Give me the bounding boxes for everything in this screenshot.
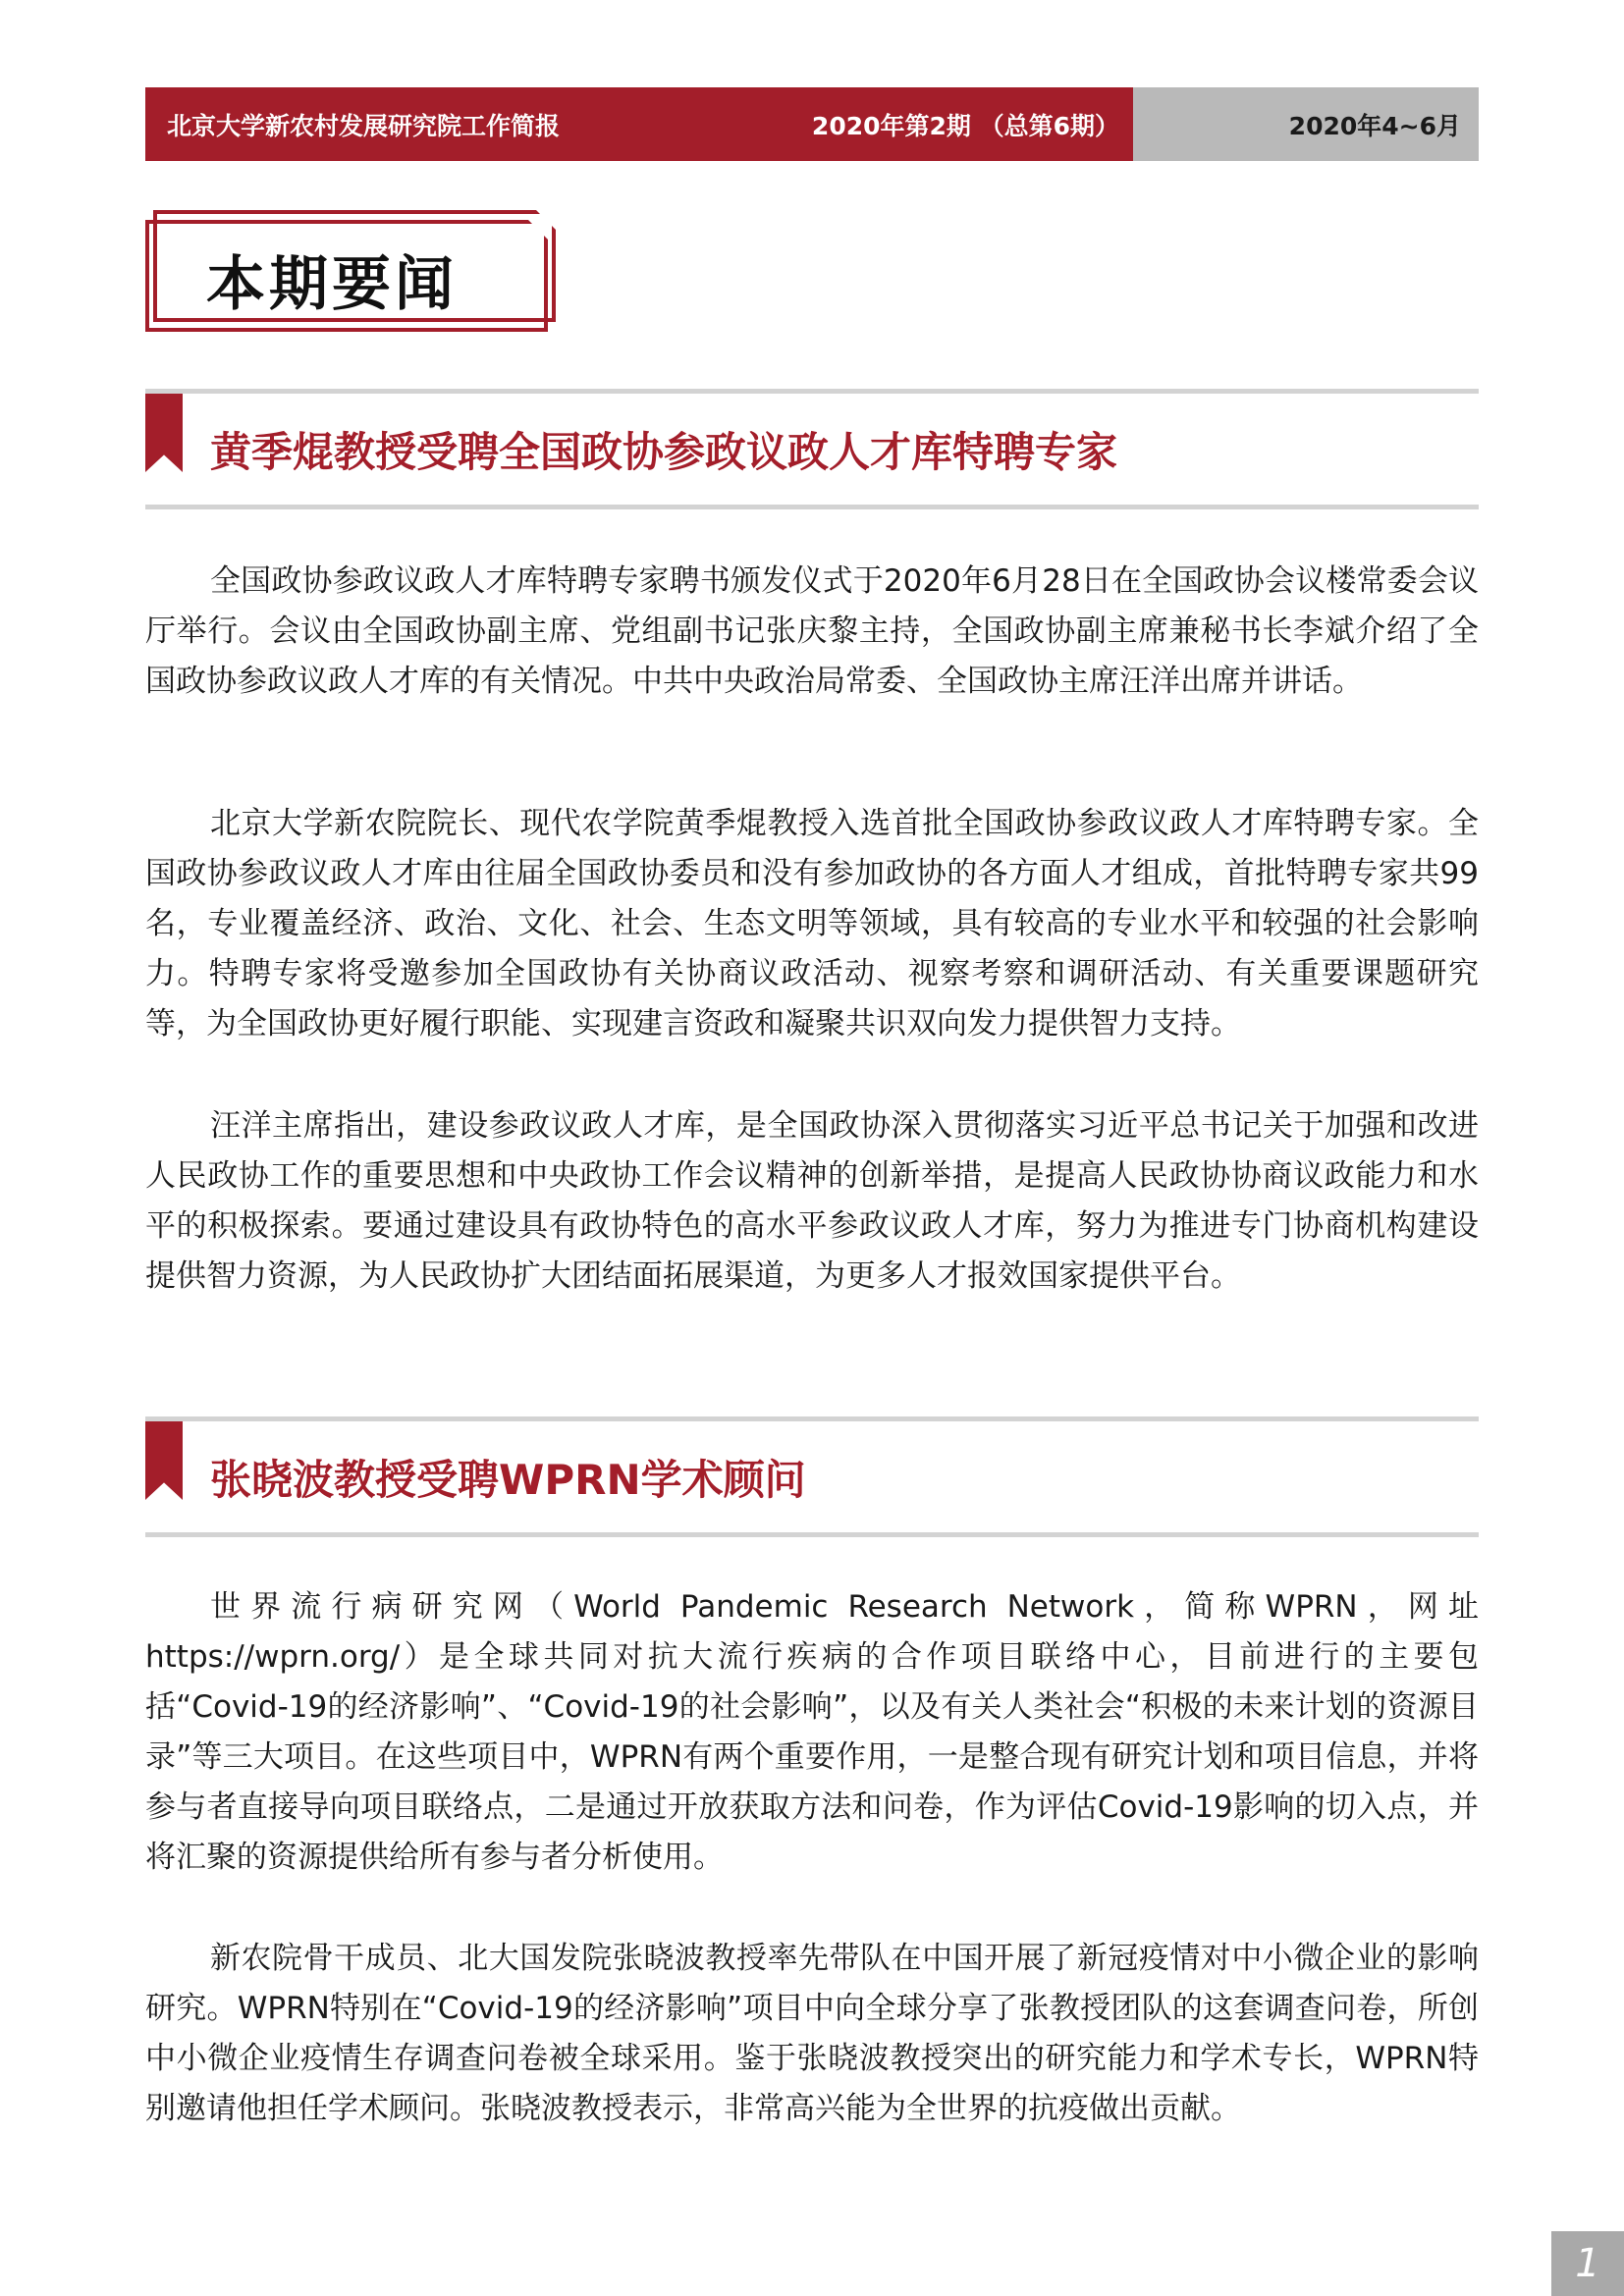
heading-rule-bottom <box>145 505 1479 509</box>
article-paragraph: 全国政协参政议政人才库特聘专家聘书颁发仪式于2020年6月28日在全国政协会议楼常委会议厅举行。会议由全国政协副主席、党组副书记张庆黎主持，全国政协副主席兼秘书长李斌介绍了全国政协参政议政人才库的有关情况。中共中央政治局常委、全国政协主席汪洋出席并讲话。 <box>145 563 1479 699</box>
article-paragraph: 世界流行病研究网（World Pandemic Research Network，简称WPRN，网址https://wprn.org/）是全球共同对抗大流行疾病的合作项目联络中心，目前进行的主要包括“Covid-19的经济影响”、“Covid-19的社会影响”，以及有关人类社会“积极的未来计划的资源目录”等三大项目。在这些项目中，WPRN有两个重要作用，一是整合现有研究计划和项目信息，并将参与者直接导向项目联络点，二是通过开放获取方法和问卷，作为评估Covid-19影响的切入点，并将汇聚的资源提供给所有参与者分析使用。 <box>145 1589 1479 1875</box>
article-title: 黄季焜教授受聘全国政协参政议政人才库特聘专家 <box>210 428 1118 476</box>
header-primary-band <box>145 87 1133 161</box>
article-paragraph: 北京大学新农院院长、现代农学院黄季焜教授入选首批全国政协参政议政人才库特聘专家。全国政协参政议政人才库由往届全国政协委员和没有参加政协的各方面人才组成，首批特聘专家共99名，专业覆盖经济、政治、文化、社会、生态文明等领域，具有较高的专业水平和较强的社会影响力。特聘专家将受邀参加全国政协有关协商议政活动、视察考察和调研活动、有关重要课题研究等，为全国政协更好履行职能、实现建言资政和凝聚共识双向发力提供智力支持。 <box>145 806 1479 1041</box>
article-heading <box>145 1416 1479 1539</box>
issue-label: 2020年第2期 （总第6期） <box>811 111 1119 140</box>
page-header <box>145 87 1479 161</box>
heading-rule-bottom <box>145 1532 1479 1537</box>
article-paragraph: 汪洋主席指出，建设参政议政人才库，是全国政协深入贯彻落实习近平总书记关于加强和改进人民政协工作的重要思想和中央政协工作会议精神的创新举措，是提高人民政协协商议政能力和水平的积极探索。要通过建设具有政协特色的高水平参政议政人才库，努力为推进专门协商机构建设提供智力资源，为人民政协扩大团结面拓展渠道，为更多人才报效国家提供平台。 <box>145 1108 1479 1294</box>
period-label: 2020年4~6月 <box>1288 111 1461 140</box>
article-title: 张晓波教授受聘WPRN学术顾问 <box>210 1456 806 1504</box>
section-title: 本期要闻 <box>206 250 458 319</box>
publication-title: 北京大学新农村发展研究院工作简报 <box>167 111 561 140</box>
section-title-box <box>145 210 556 336</box>
heading-rule-top <box>145 389 1479 394</box>
article-heading <box>145 389 1479 511</box>
bookmark-flag-icon <box>145 1421 183 1500</box>
page-number: 1 <box>1551 2231 1624 2296</box>
heading-rule-top <box>145 1416 1479 1421</box>
header-secondary-band <box>1133 87 1479 161</box>
bookmark-flag-icon <box>145 394 183 472</box>
article-paragraph: 新农院骨干成员、北大国发院张晓波教授率先带队在中国开展了新冠疫情对中小微企业的影响研究。WPRN特别在“Covid-19的经济影响”项目中向全球分享了张教授团队的这套调查问卷，所创中小微企业疫情生存调查问卷被全球采用。鉴于张晓波教授突出的研究能力和学术专长，WPRN特别邀请他担任学术顾问。张晓波教授表示，非常高兴能为全世界的抗疫做出贡献。 <box>145 1941 1479 2126</box>
